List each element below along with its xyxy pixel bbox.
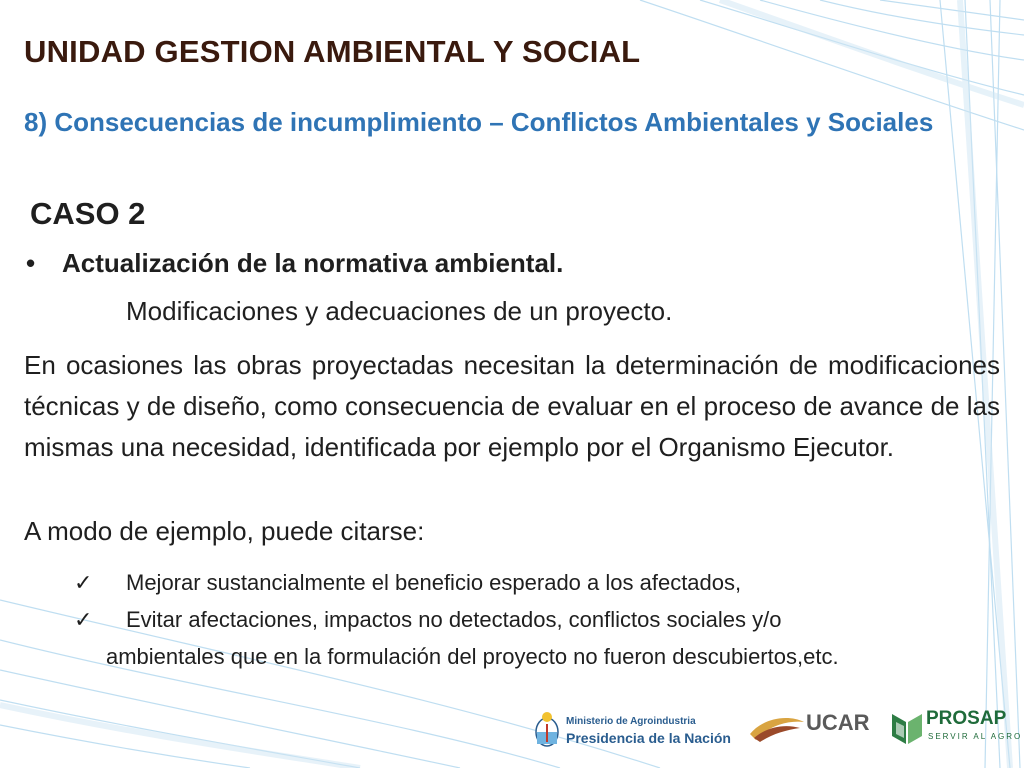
- case-label: CASO 2: [30, 196, 146, 231]
- slide-title: UNIDAD GESTION AMBIENTAL Y SOCIAL: [24, 34, 641, 69]
- modifications-line: Modificaciones y adecuaciones de un proyecto.: [126, 296, 673, 326]
- ucar-label: UCAR: [806, 710, 870, 735]
- check-item-text: Evitar afectaciones, impactos no detectados, conflictos sociales y/o: [126, 607, 782, 632]
- check-item: [74, 564, 994, 601]
- ministry-line-1: Ministerio de Agroindustria: [566, 716, 696, 727]
- prosap-emblem-icon: [890, 710, 924, 746]
- bullet-item: [26, 248, 986, 279]
- prosap-label: PROSAP: [926, 708, 1007, 729]
- check-icon: ✓: [74, 570, 93, 595]
- check-item-continuation: ambientales que en la formulación del proyecto no fueron descubiertos,etc.: [106, 644, 839, 669]
- footer-logos: [0, 698, 1024, 768]
- prosap-tagline: SERVIR AL AGRO: [928, 732, 1023, 741]
- slide-subtitle: 8) Consecuencias de incumplimiento – Conflictos Ambientales y Sociales: [24, 107, 934, 137]
- prosap-logo: [890, 704, 1023, 754]
- check-item: [74, 601, 994, 675]
- bullet-dot: •: [26, 248, 36, 278]
- ministry-logo: [534, 706, 734, 756]
- ministry-line-2: Presidencia de la Nación: [566, 730, 731, 746]
- check-icon: ✓: [74, 607, 93, 632]
- check-list: [74, 564, 994, 675]
- body-paragraph: En ocasiones las obras proyectadas necesitan la determinación de modificaciones técnicas y de diseño, como consecuencia de evaluar en el proceso de avance de las mismas una necesidad, identificada por ejemplo por el Organismo Ejecutor.: [24, 350, 1000, 462]
- ucar-swoosh-icon: [748, 712, 806, 744]
- argentina-coat-of-arms-icon: [534, 710, 560, 750]
- ucar-logo: [748, 704, 878, 754]
- example-intro: A modo de ejemplo, puede citarse:: [24, 516, 425, 546]
- bullet-text: Actualización de la normativa ambiental.: [62, 248, 564, 278]
- check-item-text: Mejorar sustancialmente el beneficio esperado a los afectados,: [126, 570, 742, 595]
